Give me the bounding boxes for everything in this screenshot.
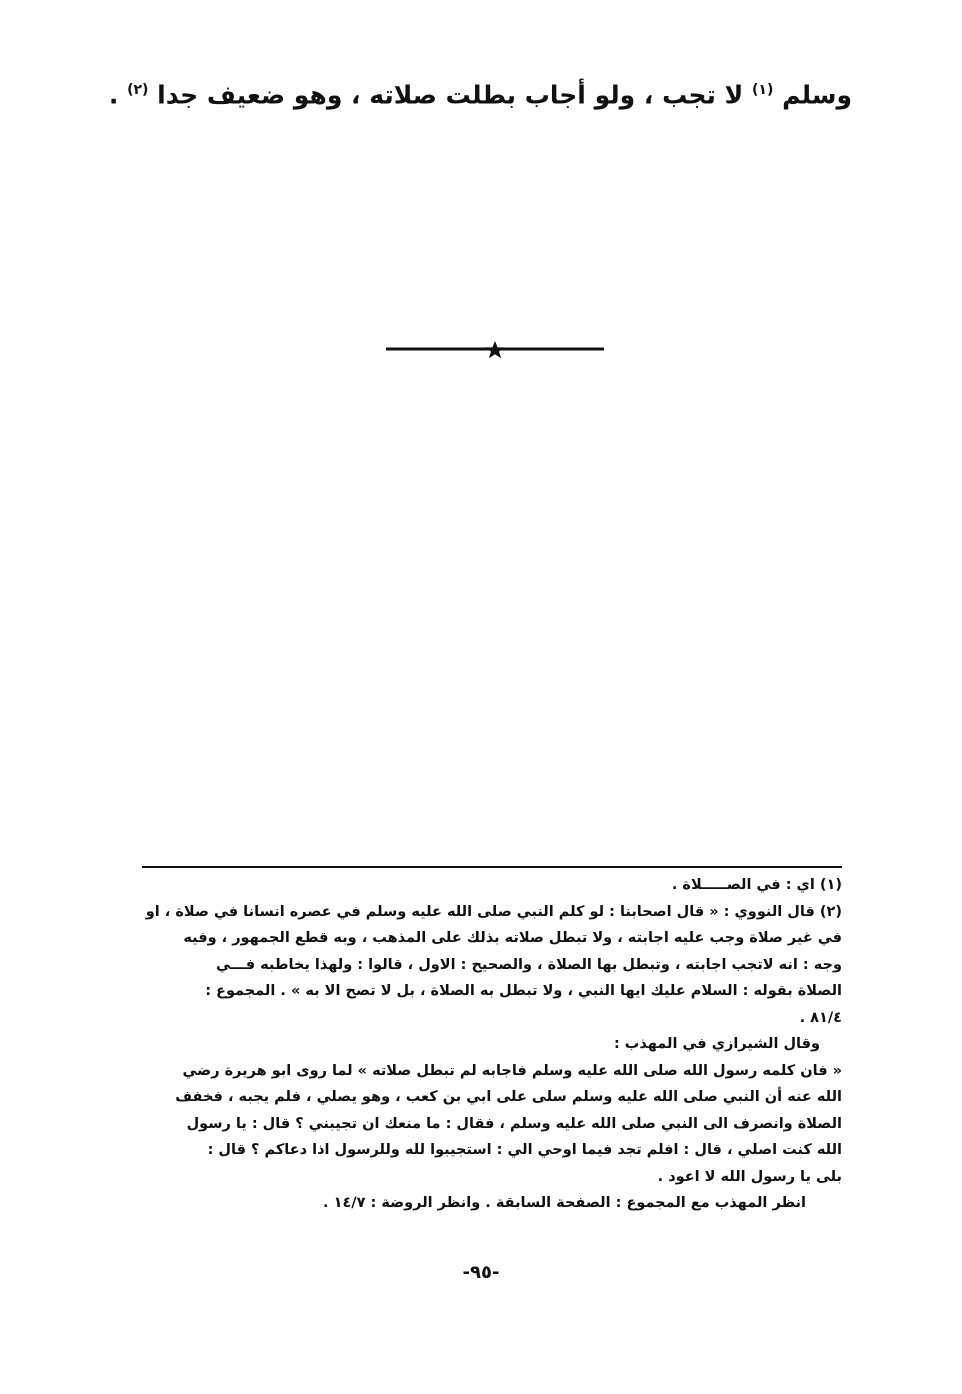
footnote-line: الله عنه أن النبي صلى الله عليه وسلم سلى على ابي بن كعب ، وهو يصلي ، فلم يجبه ، فخفف xyxy=(175,1089,842,1105)
footnote-line: (١) اي : في الصـــــلاة . xyxy=(671,877,842,893)
footnote-line: الصلاة بقوله : السلام عليك ايها النبي ، ولا تبطل به الصلاة ، بل لا تصح الا به » . المجموع : xyxy=(205,983,842,999)
footnote-line: الله كنت اصلي ، قال : افلم تجد فيما اوحي الي : استجيبوا لله وللرسول اذا دعاكم ؟ قال : xyxy=(207,1142,842,1158)
footnote-ref-1: (١) xyxy=(751,82,774,98)
footnote-line: ٨١/٤ . xyxy=(799,1009,842,1026)
main-text-end: . xyxy=(108,80,119,110)
main-text-part2: لا تجب ، ولو أجاب بطلت صلاته ، وهو ضعيف جدا xyxy=(148,80,744,110)
footnote-line: بلى يا رسول الله لا اعود . xyxy=(657,1168,842,1185)
footnote-line: في غير صلاة وجب عليه اجابته ، ولا تبطل صلاته بذلك على المذهب ، وبه قطع الجمهور ، وفيه xyxy=(183,930,842,946)
footnotes-section xyxy=(130,872,842,1217)
footnote-line: انظر المهذب مع المجموع : الصفحة السابقة . وانظر الروضة : ١٤/٧ . xyxy=(323,1195,806,1211)
page-number: -٩٥- xyxy=(462,1262,500,1283)
footnote-line: (٢) قال النووي : « قال اصحابنا : لو كلم النبي صلى الله عليه وسلم في عصره انسانا في صلاة ، او xyxy=(145,903,842,920)
footnote-line: الصلاة وانصرف الى النبي صلى الله عليه وسلم ، فقال : ما منعك ان تجيبني ؟ قال : يا رسول xyxy=(186,1115,842,1132)
footnote-separator xyxy=(142,866,842,868)
footnote-ref-2: (٢) xyxy=(127,82,149,98)
footnote-line: وجه : انه لاتجب اجابته ، وتبطل بها الصلاة ، والصحيح : الاول ، قالوا : ولهذا يخاطبه فـــي xyxy=(216,956,842,973)
footnote-line: « فان كلمه رسول الله صلى الله عليه وسلم فاجابه لم تبطل صلاته » لما روى ابو هريرة رضي xyxy=(182,1062,842,1079)
footnote-line: وقال الشيرازي في المهذب : xyxy=(613,1036,820,1052)
main-text-part1: وسلم xyxy=(782,80,852,110)
main-paragraph xyxy=(108,70,852,115)
star-divider-ornament xyxy=(386,340,604,362)
